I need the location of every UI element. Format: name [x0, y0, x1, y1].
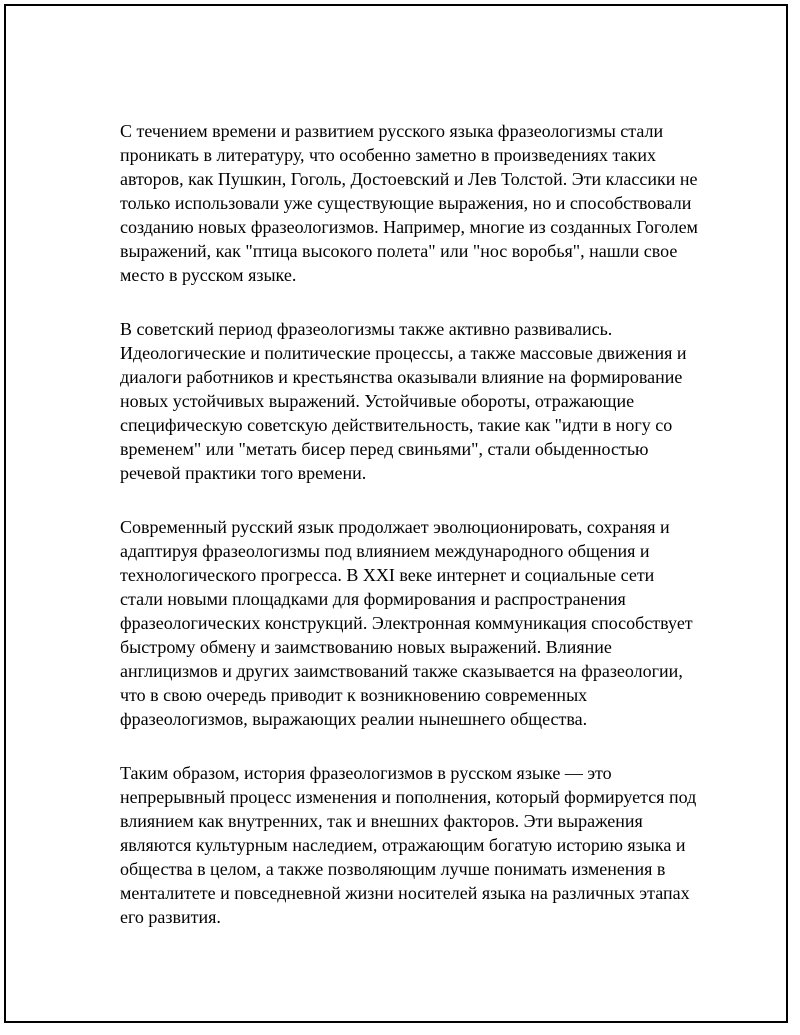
- paragraph-3: Современный русский язык продолжает эволюционировать, сохраняя и адаптируя фразеологизмы под влиянием международного общения и технологического прогресса. В XXI веке интернет и социальные сети стали новыми площадками для формирования и распространения фразеологических конструкций. Электронная коммуникация способствует быстрому обмену и заимствованию новых выражений. Влияние англицизмов и других заимствований также сказывается на фразеологии, что в свою очередь приводит к возникновению современных фразеологизмов, выражающих реалии нынешнего общества.: [120, 517, 693, 729]
- document-page: [4, 4, 788, 1023]
- paragraph-1: С течением времени и развитием русского языка фразеологизмы стали проникать в литературу, что особенно заметно в произведениях таких авторов, как Пушкин, Гоголь, Достоевский и Лев Толстой. Эти классики не только использовали уже существующие выражения, но и способствовали созданию новых фразеологизмов. Например, многие из созданных Гоголем выражений, как "птица высокого полета" или "нос воробья", нашли свое место в русском языке.: [120, 121, 698, 285]
- paragraph-4: Таким образом, история фразеологизмов в русском языке — это непрерывный процесс изменения и пополнения, который формируется под влиянием как внутренних, так и внешних факторов. Эти выражения являются культурным наследием, отражающим богатую историю языка и общества в целом, а также позволяющим лучше понимать изменения в менталитете и повседневной жизни носителей языка на различных этапах его развития.: [120, 763, 697, 927]
- document-body: [120, 119, 700, 929]
- paragraph-2: В советский период фразеологизмы также активно развивались. Идеологические и политические процессы, а также массовые движения и диалоги работников и крестьянства оказывали влияние на формирование новых устойчивых выражений. Устойчивые обороты, отражающие специфическую советскую действительность, такие как "идти в ногу со временем" или "метать бисер перед свиньями", стали обыденностью речевой практики того времени.: [120, 319, 687, 483]
